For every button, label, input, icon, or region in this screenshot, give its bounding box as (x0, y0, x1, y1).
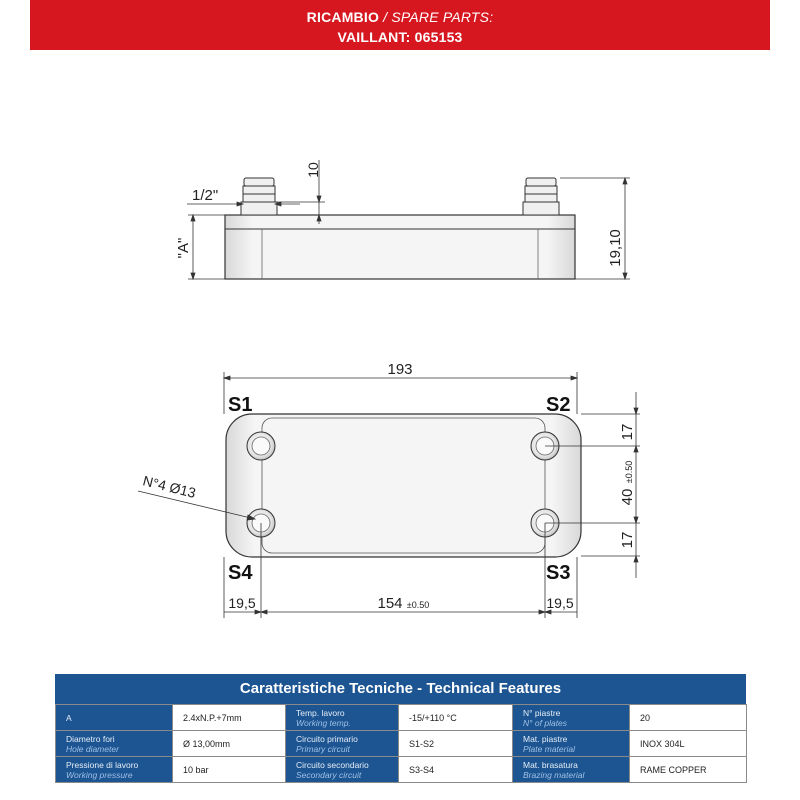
front-plate (226, 414, 581, 557)
label-s2: S2 (546, 394, 571, 416)
table-title: Caratteristiche Tecniche - Technical Features (55, 674, 746, 704)
label-secondary-circuit: Circuito secondario Secondary circuit (286, 757, 399, 783)
port-s1 (247, 432, 275, 460)
dim-193-label: 193 (387, 361, 413, 378)
dim-a-label: "A" (175, 237, 192, 259)
table-row (56, 705, 747, 731)
value-hole-diameter: Ø 13,00mm (173, 731, 286, 757)
value-secondary-circuit: S3-S4 (399, 757, 513, 783)
dim-154-tol-label: ±0.50 (406, 600, 430, 610)
value-brazing-material: RAME COPPER (630, 757, 747, 783)
dim-19-5-right-label: 19,5 (546, 595, 574, 611)
dim-17-top-label: 17 (619, 423, 636, 441)
label-plates: N° piastre N° of plates (513, 705, 630, 731)
value-plate-material: INOX 304L (630, 731, 747, 757)
title-bold: RICAMBIO (306, 9, 380, 25)
features-grid (55, 704, 747, 783)
dim-193 (224, 372, 577, 414)
side-body (225, 215, 575, 279)
value-working-temp: -15/+110 °C (399, 705, 513, 731)
value-a: 2.4xN.P.+7mm (173, 705, 286, 731)
dim-19-5-left-label: 19,5 (228, 595, 256, 611)
right-connector (523, 178, 559, 215)
label-hole-diameter: Diametro fori Hole diameter (56, 731, 173, 757)
label-s3: S3 (546, 562, 571, 584)
label-a: A (56, 705, 173, 731)
dim-19-10-label: 19,10 (607, 229, 624, 267)
left-connector (241, 178, 277, 215)
technical-features-table (55, 674, 746, 800)
label-s1: S1 (228, 394, 253, 416)
title-italic: / SPARE PARTS: (379, 9, 494, 25)
dim-a (188, 215, 225, 279)
dim-40-tol-label: ±0.50 (624, 460, 634, 484)
label-brazing-material: Mat. brasatura Brazing material (513, 757, 630, 783)
dim-154-label: 154 (377, 595, 403, 612)
table-row (56, 731, 747, 757)
label-plate-material: Mat. piastre Plate material (513, 731, 630, 757)
label-working-pressure: Pressione di lavoro Working pressure (56, 757, 173, 783)
label-working-temp: Temp. lavoro Working temp. (286, 705, 399, 731)
dim-10-label: 10 (305, 162, 321, 178)
dim-half-inch-label: 1/2" (192, 187, 219, 204)
table-row (56, 757, 747, 783)
dim-17-bottom-label: 17 (619, 531, 636, 549)
banner-subtitle: VAILLANT: 065153 (337, 29, 463, 45)
dim-40-label: 40 (619, 488, 636, 506)
hole-note-label: N°4 Ø13 (141, 472, 198, 501)
value-primary-circuit: S1-S2 (399, 731, 513, 757)
side-view (175, 160, 630, 279)
label-s4: S4 (228, 562, 253, 584)
label-primary-circuit: Circuito primario Primary circuit (286, 731, 399, 757)
front-view (138, 361, 640, 618)
value-working-pressure: 10 bar (173, 757, 286, 783)
value-plates: 20 (630, 705, 747, 731)
